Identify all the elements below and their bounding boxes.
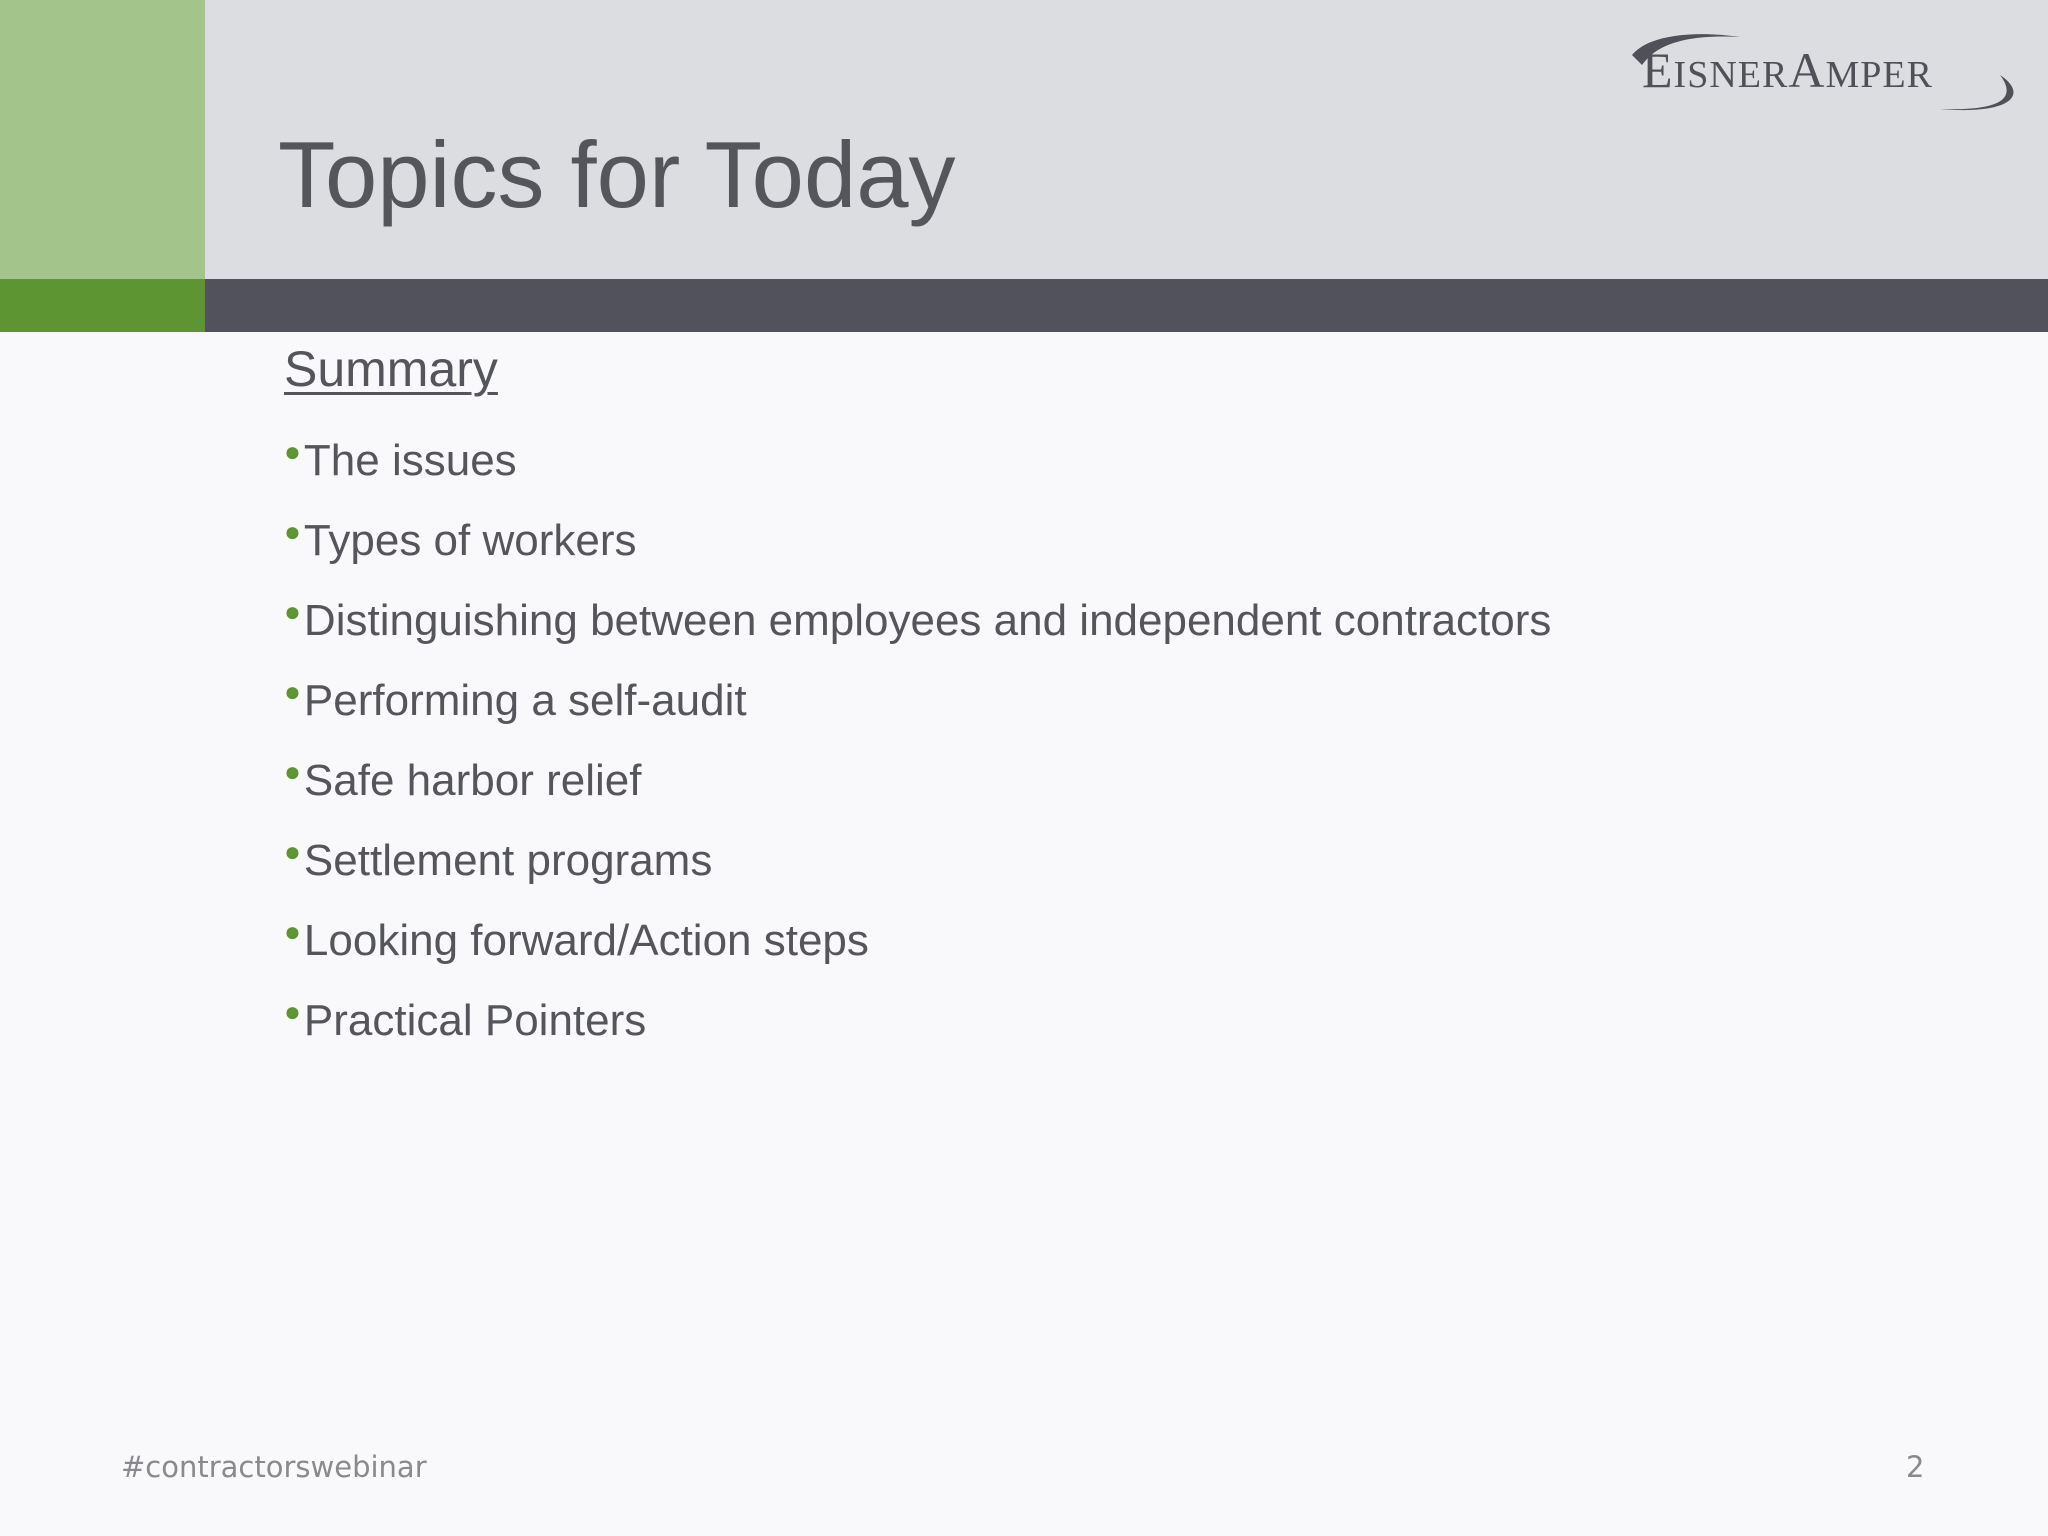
- list-item: ●Performing a self-audit: [284, 676, 747, 725]
- accent-block-dark: [0, 279, 205, 332]
- list-item: ●Practical Pointers: [284, 996, 647, 1045]
- list-item: ●Looking forward/Action steps: [284, 916, 869, 965]
- topics-list: [284, 424, 1551, 1064]
- bullet-icon: ●: [284, 676, 301, 707]
- bullet-icon: ●: [284, 756, 301, 787]
- header-divider-bar: [0, 279, 2048, 332]
- bullet-icon: ●: [284, 996, 301, 1027]
- bullet-icon: ●: [284, 916, 301, 947]
- accent-block-light: [0, 0, 205, 279]
- bullet-icon: ●: [284, 596, 301, 627]
- bullet-icon: ●: [284, 516, 301, 547]
- slide-title: Topics for Today: [278, 122, 956, 227]
- list-item: ●Safe harbor relief: [284, 756, 642, 805]
- bullet-icon: ●: [284, 436, 301, 467]
- page-number: 2: [1906, 1450, 1925, 1484]
- list-item: ●Settlement programs: [284, 836, 713, 885]
- list-item: ●Distinguishing between employees and independent contractors: [284, 596, 1552, 645]
- footer-hashtag: #contractorswebinar: [121, 1450, 427, 1484]
- bullet-icon: ●: [284, 836, 301, 867]
- summary-heading: Summary: [284, 341, 498, 397]
- list-item: ●Types of workers: [284, 516, 637, 565]
- eisneramper-logo: [1610, 25, 2030, 120]
- list-item: ●The issues: [284, 436, 517, 485]
- svg-text:EISNERAMPER: EISNERAMPER: [1642, 42, 1933, 98]
